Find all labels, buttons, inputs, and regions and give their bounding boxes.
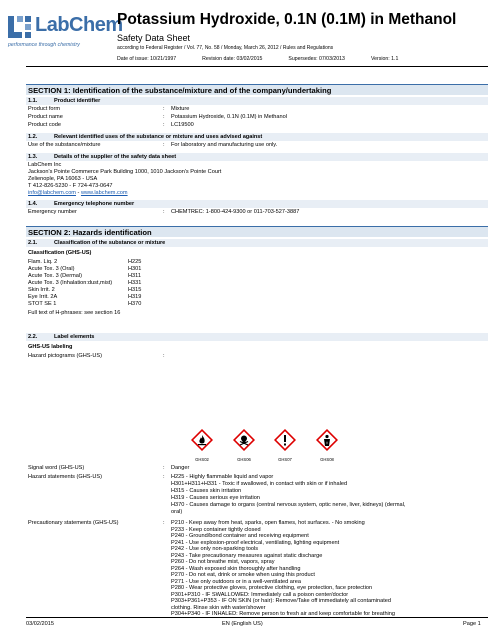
email-link[interactable]: info@labchem.com bbox=[28, 190, 76, 196]
product-form-value: Mixture bbox=[171, 106, 190, 112]
use-value: For laboratory and manufacturing use only. bbox=[171, 142, 278, 148]
use-label: Use of the substance/mixture bbox=[28, 142, 101, 148]
subsection-2-1 bbox=[26, 239, 488, 247]
colon: : bbox=[163, 122, 165, 128]
class-name: Eye Irrit. 2A bbox=[28, 294, 58, 300]
class-code: H315 bbox=[128, 287, 142, 293]
emergency-label: Emergency number bbox=[28, 209, 77, 215]
precautionary-statement: P264 - Wash exposed skin thoroughly after handling bbox=[171, 565, 301, 572]
subsection-title: Label elements bbox=[54, 334, 95, 340]
section-1-heading: SECTION 1: Identification of the substance/mixture and of the company/undertaking bbox=[26, 84, 488, 95]
section-2-heading: SECTION 2: Hazards identification bbox=[26, 226, 488, 237]
class-code: H301 bbox=[128, 266, 142, 272]
footer-date: 03/02/2015 bbox=[26, 621, 54, 627]
class-name: STOT SE 1 bbox=[28, 301, 57, 307]
emergency-value: CHEMTREC: 1-800-424-9300 or 011-703-527-3887 bbox=[171, 209, 300, 215]
class-name: Flam. Liq. 2 bbox=[28, 259, 58, 265]
class-code: H331 bbox=[128, 280, 142, 286]
date-of-issue: Date of issue: 10/21/1997 bbox=[117, 56, 177, 62]
colon: : bbox=[163, 106, 165, 112]
class-name: Acute Tox. 3 (Dermal) bbox=[28, 273, 82, 279]
labchem-logo-icon bbox=[8, 16, 32, 38]
pictogram-code: GHS02 bbox=[195, 457, 209, 462]
subsection-1-4 bbox=[26, 200, 488, 208]
precautionary-statement: P280 - Wear protective gloves, protective clothing, eye protection, face protection bbox=[171, 585, 373, 591]
exclamation-pictogram-icon bbox=[274, 429, 296, 451]
precautionary-statement: P240 - Ground/bond container and receiving equipment bbox=[171, 533, 309, 539]
subsection-title: Details of the supplier of the safety data sheet bbox=[54, 154, 177, 160]
colon: : bbox=[163, 520, 165, 526]
supplier-contact bbox=[28, 190, 128, 197]
subsection-number: 1.3. bbox=[28, 154, 38, 160]
hazard-statement: H370 - Causes damage to organs (central nervous system, optic nerve, liver, kidneys) (dermal, bbox=[171, 502, 406, 508]
precautionary-statement: P271 - Use only outdoors or in a well-ventilated area bbox=[171, 578, 301, 585]
precautionary-statement: P304+P340 - IF INHALED: Remove person to fresh air and keep comfortable for breathing bbox=[171, 611, 396, 617]
precautionary-statement: P241 - Use explosion-proof electrical, ventilating, lighting equipment bbox=[171, 539, 340, 546]
colon: : bbox=[163, 465, 165, 471]
hazard-statement: H319 - Causes serious eye irritation bbox=[171, 495, 260, 501]
footer-page: Page 1 bbox=[463, 621, 481, 627]
subsection-1-2 bbox=[26, 133, 488, 141]
hazard-statement: H315 - Causes skin irritation bbox=[171, 488, 242, 494]
product-form-label: Product form bbox=[28, 106, 61, 112]
subsection-number: 1.2. bbox=[28, 134, 38, 140]
supplier-line: Jackson's Pointe Commerce Park Building 1000, 1010 Jackson's Pointe Court bbox=[28, 169, 222, 175]
subsection-2-2 bbox=[26, 333, 488, 341]
precautionary-statements-label: Precautionary statements (GHS-US) bbox=[28, 520, 119, 526]
skull-crossbones-pictogram-icon bbox=[233, 429, 255, 451]
supplier-line: LabChem Inc bbox=[28, 162, 62, 168]
version: Version: 1.1 bbox=[370, 56, 399, 62]
footer-language: EN (English US) bbox=[222, 621, 263, 627]
hazard-statement: H225 - Highly flammable liquid and vapor bbox=[171, 474, 274, 480]
footer-divider bbox=[26, 617, 488, 618]
pictogram-code: GHS06 bbox=[237, 457, 251, 462]
hazard-statement: H301+H311+H331 - Toxic if swallowed, in contact with skin or if inhaled bbox=[171, 481, 348, 487]
document-title: Potassium Hydroxide, 0.1N (0.1M) in Methanol bbox=[117, 11, 457, 28]
subsection-number: 1.1. bbox=[28, 98, 38, 104]
website-link[interactable]: www.labchem.com bbox=[80, 190, 128, 196]
hazard-statement: oral) bbox=[171, 509, 183, 515]
precautionary-statement: clothing. Rinse skin with water/shower bbox=[171, 604, 266, 611]
colon: : bbox=[163, 353, 165, 359]
separator: - bbox=[75, 190, 81, 196]
logo-tagline: performance through chemistry bbox=[8, 42, 80, 48]
class-code: H370 bbox=[128, 301, 142, 307]
class-name: Acute Tox. 3 (Oral) bbox=[28, 266, 75, 272]
colon: : bbox=[163, 142, 165, 148]
precautionary-statement: P210 - Keep away from heat, sparks, open flames, hot surfaces. - No smoking bbox=[171, 520, 365, 526]
document-subtitle: Safety Data Sheet bbox=[117, 33, 191, 43]
flame-pictogram-icon bbox=[191, 429, 213, 451]
product-code-label: Product code bbox=[28, 122, 61, 128]
logo-text: LabChem bbox=[35, 14, 123, 36]
class-name: Acute Tox. 3 (Inhalation:dust,mist) bbox=[28, 280, 113, 286]
classification-heading: Classification (GHS-US) bbox=[28, 250, 92, 256]
colon: : bbox=[163, 209, 165, 215]
header-divider bbox=[26, 66, 488, 67]
subsection-title: Product identifier bbox=[54, 98, 101, 104]
pictograms-label: Hazard pictograms (GHS-US) bbox=[28, 353, 102, 359]
signal-word-label: Signal word (GHS-US) bbox=[28, 465, 85, 471]
supplier-line: Zelienople, PA 16063 - USA bbox=[28, 176, 98, 182]
full-text-note: Full text of H-phrases: see section 16 bbox=[28, 310, 121, 316]
supersedes: Supersedes: 07/03/2013 bbox=[288, 56, 345, 62]
subsection-number: 1.4. bbox=[28, 201, 38, 207]
supplier-line: T 412-826-5230 - F 724-473-0647 bbox=[28, 183, 113, 189]
precautionary-statement: P260 - Do not breathe mist, vapors, spray bbox=[171, 559, 275, 565]
regulation-line: according to Federal Register / Vol. 77, No. 58 / Monday, March 26, 2012 / Rules and Regulations bbox=[117, 45, 334, 51]
subsection-number: 2.1. bbox=[28, 240, 38, 246]
precautionary-statement: P242 - Use only non-sparking tools bbox=[171, 546, 259, 552]
subsection-title: Relevant identified uses of the substance or mixture and uses advised against bbox=[54, 134, 263, 140]
labchem-logo bbox=[8, 14, 123, 54]
class-code: H311 bbox=[128, 273, 141, 279]
product-code-value: LC19500 bbox=[171, 122, 194, 128]
class-name: Skin Irrit. 2 bbox=[28, 287, 55, 293]
health-hazard-pictogram-icon bbox=[316, 429, 338, 451]
class-code: H225 bbox=[128, 259, 142, 265]
precautionary-statement: P301+P310 - IF SWALLOWED: Immediately call a poison center/doctor bbox=[171, 591, 349, 598]
precautionary-statement: P243 - Take precautionary measures against static discharge bbox=[171, 552, 323, 559]
signal-word-value: Danger bbox=[171, 465, 190, 471]
precautionary-statement: P233 - Keep container tightly closed bbox=[171, 526, 261, 533]
revision-date: Revision date: 03/02/2015 bbox=[202, 56, 263, 62]
precautionary-statement: P303+P361+P353 - IF ON SKIN (or hair): Remove/Take off immediately all contaminated bbox=[171, 598, 392, 604]
subsection-1-1 bbox=[26, 97, 488, 105]
subsection-1-3 bbox=[26, 153, 488, 161]
subsection-title: Classification of the substance or mixture bbox=[54, 240, 166, 246]
subsection-title: Emergency telephone number bbox=[54, 201, 135, 207]
colon: : bbox=[163, 474, 165, 480]
pictogram-code: GHS08 bbox=[320, 457, 334, 462]
hazard-statements-label: Hazard statements (GHS-US) bbox=[28, 474, 102, 480]
date-line bbox=[117, 56, 487, 62]
pictogram-code: GHS07 bbox=[278, 457, 292, 462]
product-name-label: Product name bbox=[28, 114, 63, 120]
labeling-heading: GHS-US labeling bbox=[28, 344, 73, 350]
subsection-number: 2.2. bbox=[28, 334, 38, 340]
colon: : bbox=[163, 114, 165, 120]
class-code: H319 bbox=[128, 294, 142, 300]
product-name-value: Potassium Hydroxide, 0.1N (0.1M) in Methanol bbox=[171, 114, 287, 120]
precautionary-statement: P270 - Do not eat, drink or smoke when using this product bbox=[171, 572, 315, 578]
